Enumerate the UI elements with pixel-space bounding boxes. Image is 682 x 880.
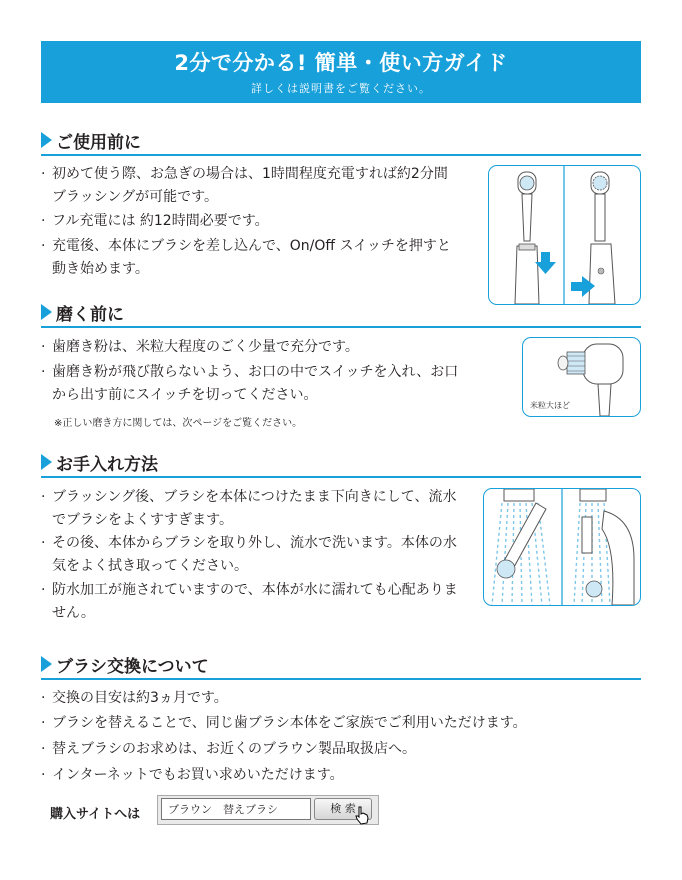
triangle-bullet-icon xyxy=(41,132,52,148)
list-item: · ブラシを替えることで、同じ歯ブラシ本体をご家族でご利用いただけます。 xyxy=(41,715,527,731)
triangle-bullet-icon xyxy=(41,656,52,672)
section-heading-label: ご使用前に xyxy=(56,133,141,153)
triangle-bullet-icon xyxy=(41,304,52,320)
section-before-use-heading xyxy=(41,128,641,156)
list-item: · 初めて使う際、お急ぎの場合は、1時間程度充電すれば約2分間ブラッシングが可能です。 xyxy=(41,166,448,205)
list-item: · 防水加工が施されていますので、本体が水に濡れても心配ありません。 xyxy=(41,582,458,621)
section-heading-label: ブラシ交換について xyxy=(56,657,209,677)
list-item: · フル充電には 約12時間必要です。 xyxy=(41,213,269,229)
list-item: · その後、本体からブラシを取り外し、流水で洗います。本体の水気をよく拭き取ってください。 xyxy=(41,535,457,574)
triangle-bullet-icon xyxy=(41,454,52,470)
note-text: ※正しい磨き方に関しては、次ページをご覧ください。 xyxy=(54,418,303,429)
section-heading-label: お手入れ方法 xyxy=(56,455,158,475)
hand-cursor-icon xyxy=(354,806,370,826)
illustration-paste-amount xyxy=(522,337,641,417)
list-item: · 歯磨き粉は、米粒大程度のごく少量で充分です。 xyxy=(41,339,359,355)
page-subtitle: 詳しくは説明書をご覧ください。 xyxy=(251,82,431,95)
title-banner xyxy=(41,41,641,103)
search-label: 購入サイトへは xyxy=(50,807,141,822)
image-caption: 米粒大ほど xyxy=(530,401,570,410)
list-item: · 充電後、本体にブラシを差し込んで、On/Off スイッチを押すと動き始めます。 xyxy=(41,238,451,277)
list-item: · 替えブラシのお求めは、お近くのブラウン製品取扱店へ。 xyxy=(41,741,416,757)
illustration-rinsing xyxy=(483,488,641,606)
section-before-brushing-heading xyxy=(41,300,641,328)
list-item: · インターネットでもお買い求めいただけます。 xyxy=(41,767,344,783)
search-button-label: 検 索 xyxy=(330,802,356,815)
section-care-heading xyxy=(41,450,641,478)
page-title: 2分で分かる! 簡単・使い方ガイド xyxy=(174,51,508,75)
illustration-charging xyxy=(488,165,641,305)
section-heading-label: 磨く前に xyxy=(56,305,124,325)
list-item: · 交換の目安は約3ヵ月です。 xyxy=(41,690,228,706)
list-item: · 歯磨き粉が飛び散らないよう、お口の中でスイッチを入れ、お口から出す前にスイッチを切ってください。 xyxy=(41,364,459,403)
list-item: · ブラッシング後、ブラシを本体につけたまま下向きにして、流水でブラシをよくすすぎます。 xyxy=(41,489,457,528)
search-input[interactable]: ブラウン 替えブラシ xyxy=(161,798,311,820)
section-replacement-heading xyxy=(41,652,641,680)
